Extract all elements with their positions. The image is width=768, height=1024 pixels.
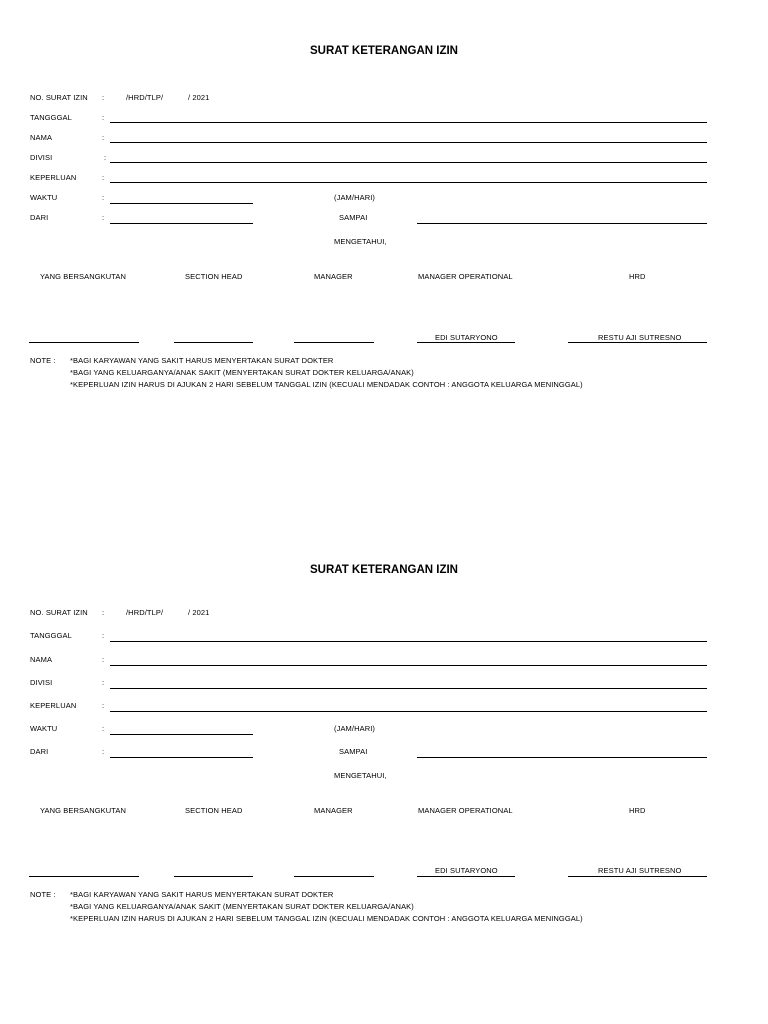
nama-field[interactable] xyxy=(110,665,707,666)
signature-line-section-head[interactable] xyxy=(174,876,253,877)
signature-line-hrd[interactable] xyxy=(568,342,707,343)
permit-form-bottom xyxy=(0,520,768,980)
signature-line-yang-bersangkutan[interactable] xyxy=(29,876,139,877)
no-surat-code: /HRD/TLP/ xyxy=(126,608,164,617)
dari-field[interactable] xyxy=(110,223,253,224)
tanggal-colon: : xyxy=(102,631,105,640)
signatory-name-hrd: RESTU AJI SUTRESNO xyxy=(598,866,682,875)
signature-line-yang-bersangkutan[interactable] xyxy=(29,342,139,343)
dari-label: DARI xyxy=(30,213,49,222)
nama-label: NAMA xyxy=(30,655,53,664)
note-item: *BAGI YANG KELUARGANYA/ANAK SAKIT (MENYERTAKAN SURAT DOKTER KELUARGA/ANAK) xyxy=(70,368,414,377)
waktu-field[interactable] xyxy=(110,203,253,204)
divisi-field[interactable] xyxy=(110,688,707,689)
sign-label-hrd: HRD xyxy=(629,272,646,281)
divisi-label: DIVISI xyxy=(30,678,53,687)
sign-label-manager-operational: MANAGER OPERATIONAL xyxy=(418,272,513,281)
waktu-colon: : xyxy=(102,193,105,202)
divisi-colon: : xyxy=(104,153,107,162)
signatory-name-hrd: RESTU AJI SUTRESNO xyxy=(598,333,682,342)
divisi-field[interactable] xyxy=(110,162,707,163)
sampai-label: SAMPAI xyxy=(339,747,368,756)
note-item: *KEPERLUAN IZIN HARUS DI AJUKAN 2 HARI SEBELUM TANGGAL IZIN (KECUALI MENDADAK CONTOH : ANGGOTA KELUARGA MENINGGAL) xyxy=(70,914,583,923)
waktu-label: WAKTU xyxy=(30,193,58,202)
tanggal-label: TANGGGAL xyxy=(30,631,72,640)
mengetahui-label: MENGETAHUI, xyxy=(334,237,387,246)
signature-line-manager[interactable] xyxy=(294,876,374,877)
note-item: *BAGI YANG KELUARGANYA/ANAK SAKIT (MENYERTAKAN SURAT DOKTER KELUARGA/ANAK) xyxy=(70,902,414,911)
permit-form-top xyxy=(0,0,768,460)
no-surat-colon: : xyxy=(102,93,105,102)
nama-label: NAMA xyxy=(30,133,53,142)
tanggal-label: TANGGGAL xyxy=(30,113,72,122)
dari-colon: : xyxy=(102,747,105,756)
note-item: *BAGI KARYAWAN YANG SAKIT HARUS MENYERTAKAN SURAT DOKTER xyxy=(70,890,334,899)
dari-colon: : xyxy=(102,213,105,222)
waktu-label: WAKTU xyxy=(30,724,58,733)
sampai-field[interactable] xyxy=(417,223,707,224)
sign-label-hrd: HRD xyxy=(629,806,646,815)
sign-label-yang-bersangkutan: YANG BERSANGKUTAN xyxy=(40,806,127,815)
mengetahui-label: MENGETAHUI, xyxy=(334,771,387,780)
divisi-label: DIVISI xyxy=(30,153,53,162)
signatory-name-manager-operational: EDI SUTARYONO xyxy=(435,333,498,342)
note-item: *BAGI KARYAWAN YANG SAKIT HARUS MENYERTAKAN SURAT DOKTER xyxy=(70,356,334,365)
note-label: NOTE : xyxy=(30,890,56,899)
signature-line-manager-operational[interactable] xyxy=(417,342,515,343)
no-surat-year: / 2021 xyxy=(188,608,210,617)
sign-label-manager: MANAGER xyxy=(314,272,353,281)
sign-label-manager: MANAGER xyxy=(314,806,353,815)
signature-line-manager[interactable] xyxy=(294,342,374,343)
tanggal-field[interactable] xyxy=(110,122,707,123)
keperluan-colon: : xyxy=(102,701,105,710)
keperluan-field[interactable] xyxy=(110,182,707,183)
tanggal-field[interactable] xyxy=(110,641,707,642)
divisi-colon: : xyxy=(102,678,105,687)
jam-hari-label: (JAM/HARI) xyxy=(334,724,375,733)
no-surat-label: NO. SURAT IZIN xyxy=(30,608,88,617)
no-surat-code: /HRD/TLP/ xyxy=(126,93,164,102)
nama-colon: : xyxy=(102,655,105,664)
sign-label-yang-bersangkutan: YANG BERSANGKUTAN xyxy=(40,272,127,281)
nama-field[interactable] xyxy=(110,142,707,143)
tanggal-colon: : xyxy=(102,113,105,122)
signatory-name-manager-operational: EDI SUTARYONO xyxy=(435,866,498,875)
sampai-label: SAMPAI xyxy=(339,213,368,222)
signature-line-manager-operational[interactable] xyxy=(417,876,515,877)
no-surat-label: NO. SURAT IZIN xyxy=(30,93,88,102)
keperluan-label: KEPERLUAN xyxy=(30,173,77,182)
no-surat-year: / 2021 xyxy=(188,93,210,102)
form-title: SURAT KETERANGAN IZIN xyxy=(309,564,458,576)
waktu-field[interactable] xyxy=(110,734,253,735)
signature-line-section-head[interactable] xyxy=(174,342,253,343)
dari-field[interactable] xyxy=(110,757,253,758)
form-title: SURAT KETERANGAN IZIN xyxy=(309,45,458,57)
sign-label-section-head: SECTION HEAD xyxy=(185,272,243,281)
waktu-colon: : xyxy=(102,724,105,733)
keperluan-label: KEPERLUAN xyxy=(30,701,77,710)
jam-hari-label: (JAM/HARI) xyxy=(334,193,375,202)
sign-label-section-head: SECTION HEAD xyxy=(185,806,243,815)
note-item: *KEPERLUAN IZIN HARUS DI AJUKAN 2 HARI SEBELUM TANGGAL IZIN (KECUALI MENDADAK CONTOH : ANGGOTA KELUARGA MENINGGAL) xyxy=(70,380,583,389)
signature-line-hrd[interactable] xyxy=(568,876,707,877)
keperluan-colon: : xyxy=(102,173,105,182)
sign-label-manager-operational: MANAGER OPERATIONAL xyxy=(418,806,513,815)
note-label: NOTE : xyxy=(30,356,56,365)
keperluan-field[interactable] xyxy=(110,711,707,712)
sampai-field[interactable] xyxy=(417,757,707,758)
no-surat-colon: : xyxy=(102,608,105,617)
nama-colon: : xyxy=(102,133,105,142)
dari-label: DARI xyxy=(30,747,49,756)
